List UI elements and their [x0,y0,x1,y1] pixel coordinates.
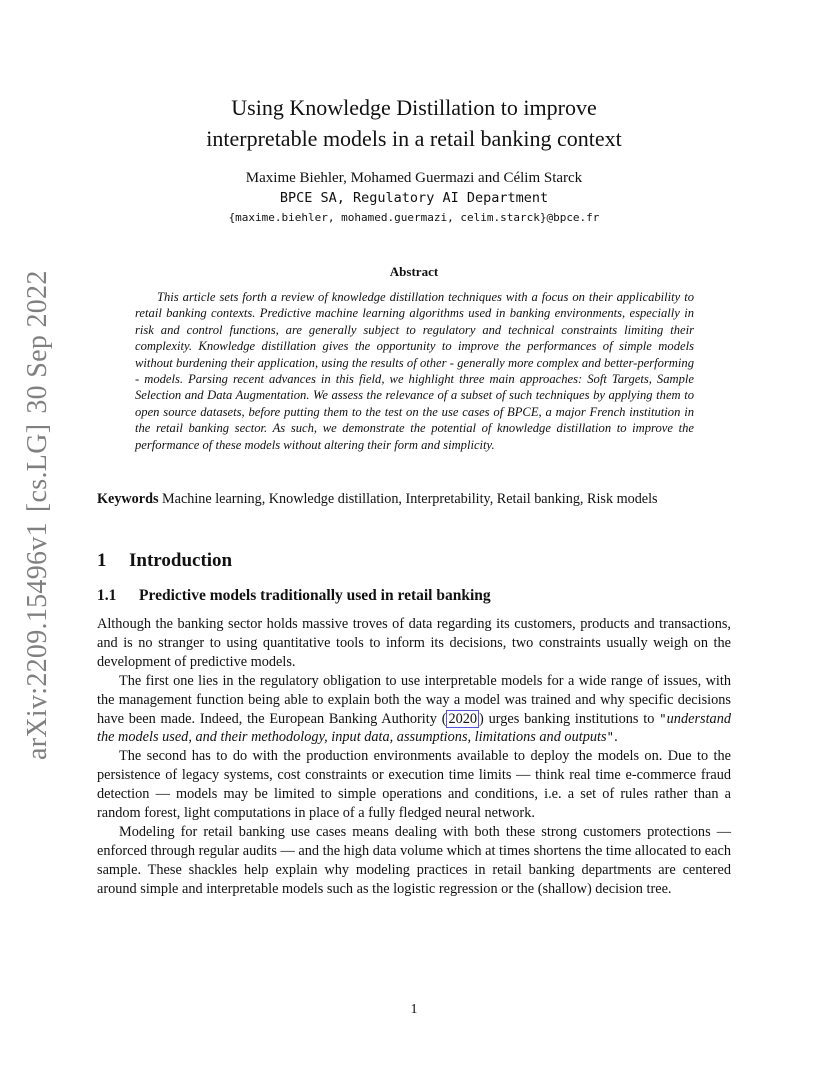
subsection-title: Predictive models traditionally used in retail banking [139,587,491,604]
keywords [97,490,731,509]
authors: Maxime Biehler, Mohamed Guermazi and Célim Starck [245,170,583,186]
arxiv-identifier [22,260,54,760]
section-heading [97,550,232,572]
paper-title [0,92,828,154]
title-line-2: interpretable models in a retail banking context [206,126,622,151]
paragraph-4: Modeling for retail banking use cases means dealing with both these strong customers protections — enforced through regular audits — and the high data volume which at times shortens the time allocated to each sample. These shackles help explain why modeling practices in retail banking departments are centered around simple and interpretable models such as the logistic regression or the (shallow) decision tree. [97,823,731,897]
arxiv-date: 30 Sep 2022 [22,270,53,414]
subsection-heading [97,587,491,605]
affiliation: BPCE SA, Regulatory AI Department [279,190,549,206]
arxiv-category: [cs.LG] [22,423,53,513]
paragraph-1: Although the banking sector holds massive troves of data regarding its customers, products and transactions, and is no stranger to using quantitative tools to inform its decisions, two constraints usually weigh on the development of predictive models. [97,616,731,670]
abstract-text: This article sets forth a review of knowledge distillation techniques with a focus on their applicability to retail banking contexts. Predictive machine learning algorithms used in banking environments, especially in risk and control functions, are generally subject to regulatory and technical constraints limiting their complexity. Knowledge distillation gives the opportunity to improve the performances of simple models without burdening their application, using the results of other - generally more complex and better-performing - models. Parsing recent advances in this field, we highlight three main approaches: Soft Targets, Sample Selection and Data Augmentation. We assess the relevance of a subset of such techniques by applying them to open source datasets, before putting them to the test on the use cases of BPCE, a major French institution in the retail banking sector. As such, we demonstrate the potential of knowledge distillation to improve the performance of these models without altering their form and simplicity. [135,290,694,452]
page-number: 1 [410,1002,418,1017]
subsection-number: 1.1 [97,587,117,604]
section-number: 1 [97,550,107,571]
paragraph-2: The first one lies in the regulatory obligation to use interpretable models for a wide range of issues, with the management function being able to explain both the way a model was trained and why specific decisions have been made. Indeed, the European Banking Authority ( 2020 ) urges banking institutions to "understand the models used, and their methodology, input data, assumptions, limitations and outputs". [97,672,731,746]
arxiv-id: arXiv:2209.15496v1 [22,522,53,760]
keywords-text: Machine learning, Knowledge distillation, Interpretability, Retail banking, Risk models [162,491,658,507]
section-title: Introduction [129,550,233,571]
paragraph-3: The second has to do with the production environments available to deploy the models on. Due to the persistence of legacy systems, cost constraints or execution time limits — think real time e-commerce fraud detection — models may be limited to simple operations and conditions, i.e. a set of rules rather than a random forest, light computations in place of a fully fledged neural network. [97,748,731,822]
abstract-heading: Abstract [389,264,439,279]
keywords-label: Keywords [97,491,159,507]
title-line-1: Using Knowledge Distillation to improve [231,95,597,120]
author-emails: {maxime.biehler, mohamed.guermazi, celim.starck}@bpce.fr [228,211,600,224]
citation-link[interactable]: 2020 [448,710,478,727]
body-text [97,615,731,899]
quoted-text: understand the models used, and their methodology, input data, assumptions, limitations and outputs [97,710,731,746]
